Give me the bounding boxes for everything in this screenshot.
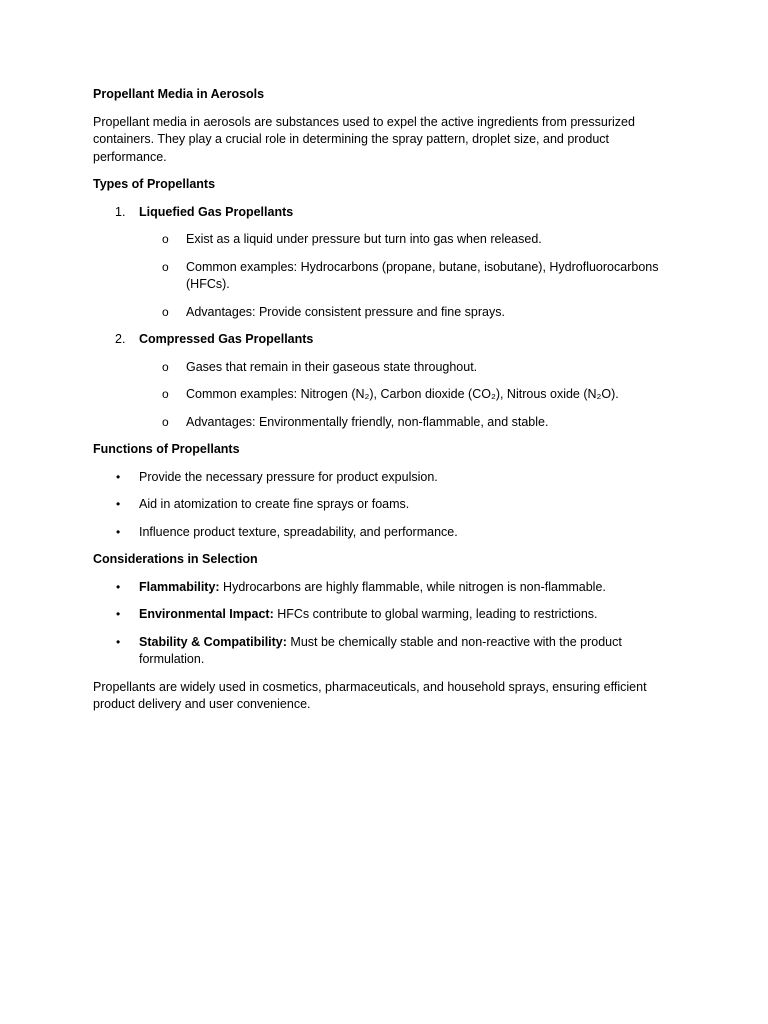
point-text: Advantages: Provide consistent pressure and fine sprays. [186, 304, 505, 319]
considerations-heading: Considerations in Selection [93, 552, 258, 566]
point-text: Gases that remain in their gaseous state throughout. [186, 359, 478, 374]
list-item [93, 469, 678, 487]
considerations-list [93, 579, 678, 669]
bullet-icon: • [116, 497, 121, 511]
list-item [93, 524, 678, 542]
list-item [139, 304, 678, 322]
type-item-compressed [93, 331, 678, 431]
types-list [93, 204, 678, 432]
conclusion-paragraph: Propellants are widely used in cosmetics, pharmaceuticals, and household sprays, ensuring efficient product delivery and user convenience. [93, 679, 647, 711]
function-text: Aid in atomization to create fine sprays or foams. [139, 497, 410, 511]
circle-bullet-icon: o [162, 414, 169, 429]
type-points-list [139, 359, 678, 432]
list-item [93, 496, 678, 514]
bullet-icon: • [116, 607, 121, 621]
types-heading: Types of Propellants [93, 177, 216, 191]
function-text: Provide the necessary pressure for product expulsion. [139, 469, 438, 484]
consideration-label: Environmental Impact: [139, 607, 274, 621]
bullet-icon: • [116, 579, 121, 594]
functions-heading: Functions of Propellants [93, 442, 240, 456]
list-item [139, 259, 678, 294]
type-item-liquefied [93, 204, 678, 322]
function-text: Influence product texture, spreadability, and performance. [139, 524, 458, 539]
list-item [93, 579, 678, 597]
consideration-text: HFCs contribute to global warming, leading to restrictions. [273, 607, 598, 621]
list-item [139, 386, 678, 404]
list-number: 1. [115, 204, 126, 219]
point-text: Exist as a liquid under pressure but turn into gas when released. [186, 232, 542, 246]
type-points-list [139, 231, 678, 321]
point-text: Common examples: Hydrocarbons (propane, butane, isobutane), Hydrofluorocarbons (HFCs). [186, 259, 659, 291]
list-item [139, 359, 678, 377]
list-item [93, 634, 678, 669]
circle-bullet-icon: o [162, 359, 169, 374]
type-title: Liquefied Gas Propellants [139, 204, 294, 219]
circle-bullet-icon: o [162, 387, 169, 401]
consideration-text: Hydrocarbons are highly flammable, while nitrogen is non-flammable. [219, 579, 606, 594]
bullet-icon: • [116, 469, 121, 484]
intro-paragraph: Propellant media in aerosols are substances used to expel the active ingredients from pressurized containers. They play a crucial role in determining the spray pattern, droplet size, and product performance. [93, 114, 635, 164]
list-item [139, 414, 678, 432]
circle-bullet-icon: o [162, 304, 169, 319]
bullet-icon: • [116, 524, 121, 539]
consideration-text: Must be chemically stable and non-reactive with the product formulation. [139, 634, 622, 666]
list-item [93, 606, 678, 624]
circle-bullet-icon: o [162, 259, 169, 274]
point-text: Advantages: Environmentally friendly, non-flammable, and stable. [186, 414, 549, 429]
point-text: Common examples: Nitrogen (N₂), Carbon dioxide (CO₂), Nitrous oxide (N₂O). [186, 387, 619, 401]
consideration-label: Flammability: [139, 579, 220, 594]
functions-list [93, 469, 678, 542]
list-number: 2. [115, 332, 126, 346]
circle-bullet-icon: o [162, 232, 169, 246]
bullet-icon: • [116, 634, 121, 649]
list-item [139, 231, 678, 249]
type-title: Compressed Gas Propellants [139, 332, 314, 346]
consideration-label: Stability & Compatibility: [139, 634, 287, 649]
document-title: Propellant Media in Aerosols [93, 87, 265, 101]
document-body [93, 86, 678, 724]
